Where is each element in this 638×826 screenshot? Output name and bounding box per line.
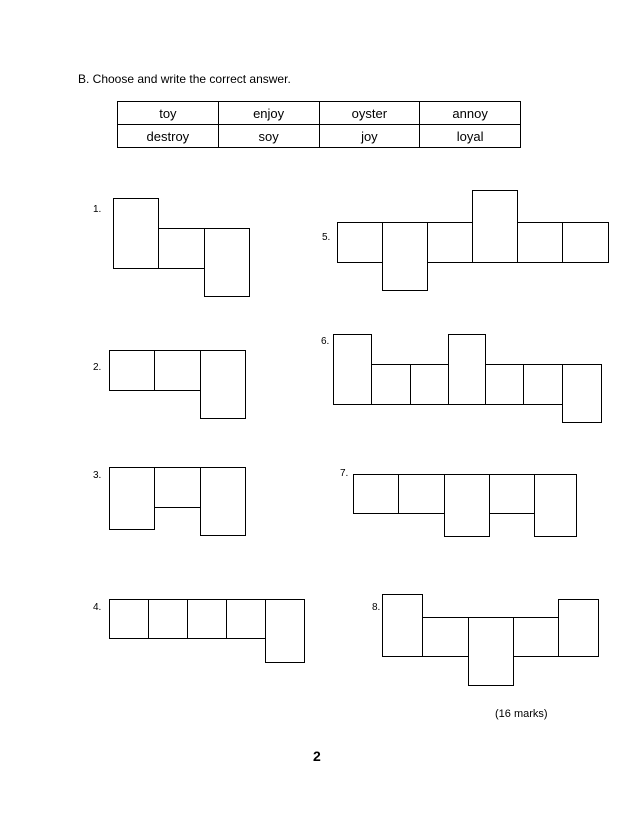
word-bank-cell: toy (118, 102, 219, 125)
word-bank-table (117, 101, 521, 148)
letter-box[interactable] (485, 364, 524, 405)
word-bank-row (118, 102, 521, 125)
letter-box[interactable] (513, 617, 559, 657)
letter-box[interactable] (109, 350, 155, 391)
letter-box[interactable] (562, 222, 609, 263)
letter-box[interactable] (148, 599, 188, 639)
letter-box[interactable] (398, 474, 445, 514)
instruction-text: B. Choose and write the correct answer. (78, 72, 291, 86)
letter-box[interactable] (113, 198, 159, 269)
letter-box[interactable] (523, 364, 563, 405)
question-number: 7. (340, 468, 349, 479)
word-bank-cell: soy (218, 125, 319, 148)
word-bank-cell: loyal (420, 125, 521, 148)
letter-box[interactable] (382, 222, 428, 291)
letter-box[interactable] (472, 190, 518, 263)
question-number: 5. (322, 232, 331, 243)
letter-box[interactable] (265, 599, 305, 663)
word-bank-cell: enjoy (218, 102, 319, 125)
word-bank-row (118, 125, 521, 148)
question-number: 3. (93, 470, 102, 481)
letter-box[interactable] (489, 474, 535, 514)
letter-box[interactable] (200, 350, 246, 419)
letter-box[interactable] (204, 228, 250, 297)
word-bank-cell: destroy (118, 125, 219, 148)
letter-box[interactable] (109, 467, 155, 530)
letter-box[interactable] (371, 364, 411, 405)
question-number: 2. (93, 362, 102, 373)
letter-box[interactable] (154, 350, 201, 391)
letter-box[interactable] (562, 364, 602, 423)
letter-box[interactable] (109, 599, 149, 639)
letter-box[interactable] (353, 474, 399, 514)
letter-box[interactable] (517, 222, 563, 263)
question-number: 8. (372, 602, 381, 613)
letter-box[interactable] (534, 474, 577, 537)
page-number: 2 (313, 748, 321, 764)
word-bank-cell: oyster (319, 102, 420, 125)
letter-box[interactable] (200, 467, 246, 536)
letter-box[interactable] (448, 334, 486, 405)
question-number: 1. (93, 204, 102, 215)
letter-box[interactable] (558, 599, 599, 657)
letter-box[interactable] (226, 599, 266, 639)
letter-box[interactable] (158, 228, 205, 269)
letter-box[interactable] (337, 222, 383, 263)
letter-box[interactable] (410, 364, 449, 405)
question-number: 4. (93, 602, 102, 613)
letter-box[interactable] (187, 599, 227, 639)
letter-box[interactable] (427, 222, 473, 263)
marks-label: (16 marks) (495, 708, 548, 720)
letter-box[interactable] (154, 467, 201, 508)
letter-box[interactable] (422, 617, 469, 657)
letter-box[interactable] (444, 474, 490, 537)
letter-box[interactable] (333, 334, 372, 405)
word-bank-cell: annoy (420, 102, 521, 125)
question-number: 6. (321, 336, 330, 347)
letter-box[interactable] (382, 594, 423, 657)
letter-box[interactable] (468, 617, 514, 686)
word-bank-cell: joy (319, 125, 420, 148)
